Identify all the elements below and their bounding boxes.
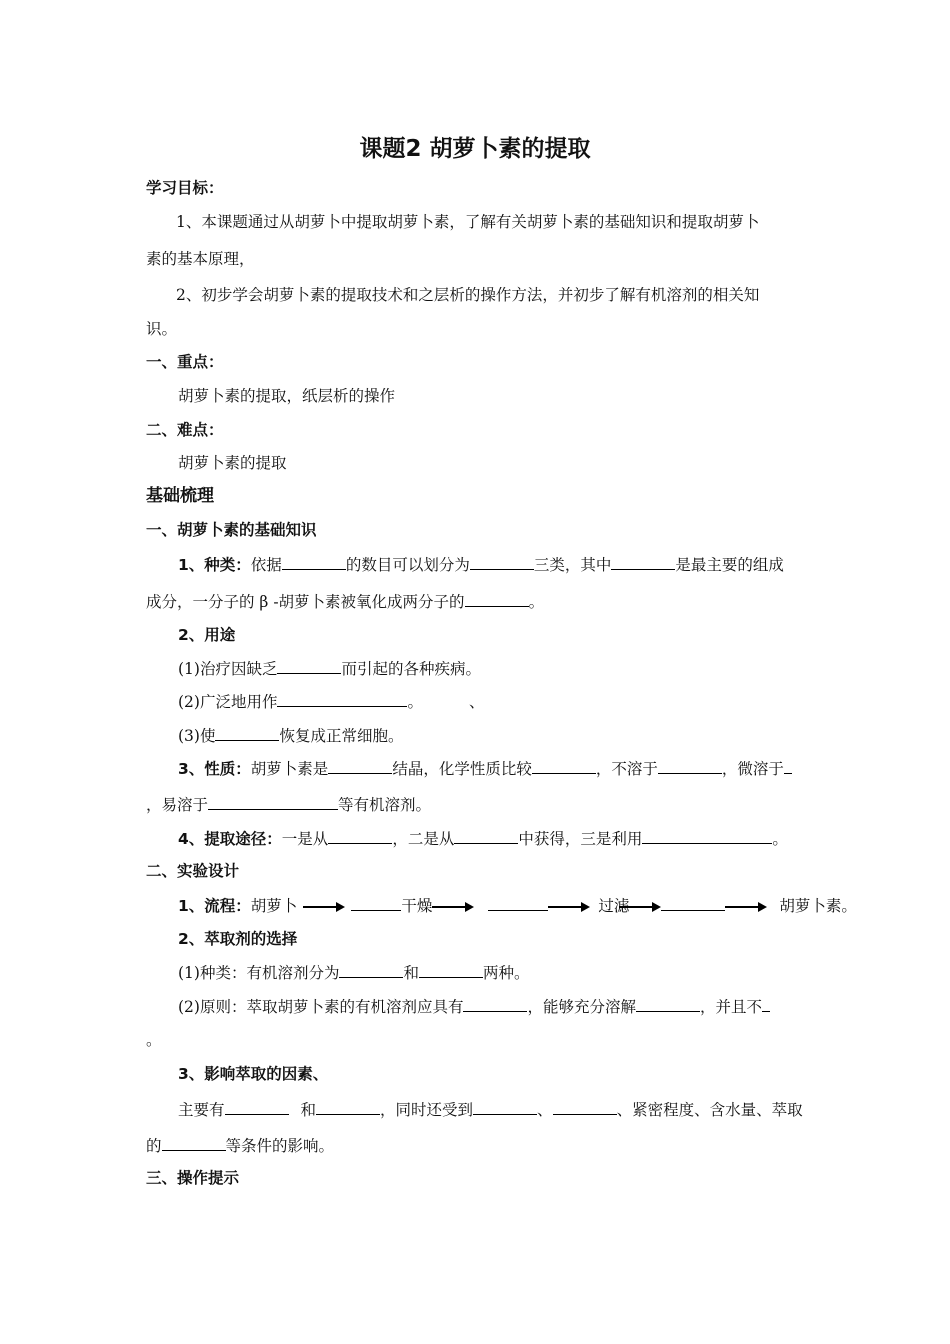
blank[interactable] (658, 758, 722, 774)
section-1-heading: 一、胡萝卜素的基础知识 (146, 521, 317, 539)
flow-label: 1、流程： (178, 897, 251, 915)
flow-step-1: 胡萝卜 (250, 897, 298, 915)
factors-and: 和 (300, 1101, 317, 1119)
types-line-1 (178, 554, 784, 575)
route-line (178, 828, 788, 849)
difficulties-heading: 二、难点： (146, 421, 224, 439)
types-text-4: 是最主要的组成 (675, 556, 784, 574)
objective-2-line-2: 识。 (146, 320, 178, 338)
blank[interactable] (470, 554, 534, 570)
types-label: 1、种类： (178, 556, 251, 574)
use-1-end: 而引起的各种疾病。 (341, 660, 481, 678)
solvent-1-end: 两种。 (482, 964, 530, 982)
factors-sep: 、 (537, 1101, 553, 1119)
factors-line-2-end: 等条件的影响。 (225, 1137, 335, 1155)
blank[interactable] (316, 1099, 380, 1115)
flow-step-4: 胡萝卜素。 (779, 897, 857, 915)
flow-line (178, 895, 857, 916)
review-heading: 基础梳理 (146, 486, 214, 506)
blank[interactable] (784, 758, 792, 774)
factors-line-2-text: 的 (146, 1137, 162, 1155)
solvent-1-and: 和 (403, 964, 419, 982)
types-line-2-text: 成分，一分子的 β -胡萝卜素被氧化成两分子的 (146, 593, 465, 611)
section-3-heading: 三、操作提示 (146, 1169, 240, 1187)
blank[interactable] (282, 554, 346, 570)
solvent-2-line-2: 。 (146, 1031, 162, 1049)
types-line-2 (146, 591, 544, 612)
factors-text-2: ，同时还受到 (380, 1101, 474, 1119)
factors-text-3: 、紧密程度、含水量、萃取 (616, 1101, 803, 1119)
blank[interactable] (454, 828, 518, 844)
route-text-4: 。 (772, 830, 788, 848)
objectives-heading: 学习目标： (146, 179, 224, 197)
types-text-2: 的数目可以划分为 (345, 556, 470, 574)
blank[interactable] (419, 962, 483, 978)
uses-heading: 2、用途 (178, 626, 236, 644)
arrow-icon (548, 901, 590, 913)
objective-1-line-1: 1、本课题通过从胡萝卜中提取胡萝卜素，了解有关胡萝卜素的基础知识和提取胡萝卜 (176, 213, 760, 231)
blank[interactable] (636, 996, 700, 1012)
blank[interactable] (277, 691, 407, 707)
arrow-icon (303, 901, 345, 913)
route-text-1: 一是从 (281, 830, 329, 848)
types-line-2-end: 。 (528, 593, 545, 611)
section-2-heading: 二、实验设计 (146, 862, 240, 880)
factors-text-1: 主要有 (178, 1101, 225, 1119)
blank[interactable] (611, 554, 675, 570)
use-2-period: 。 (407, 693, 423, 711)
props-line-2-end: 等有机溶剂。 (338, 796, 432, 814)
solvent-1 (178, 962, 530, 983)
use-1 (178, 658, 481, 679)
props-text-2: 结晶，化学性质比较 (392, 760, 532, 778)
flow-step-3: 过滤 (598, 897, 630, 915)
blank[interactable] (351, 895, 401, 911)
solvent-2-text-3: ，并且不 (699, 998, 762, 1016)
factors-line-1 (178, 1099, 803, 1120)
blank[interactable] (465, 591, 529, 607)
props-label: 3、性质： (178, 760, 251, 778)
blank[interactable] (488, 895, 548, 911)
props-text-1: 胡萝卜素是 (250, 760, 329, 778)
key-points-text: 胡萝卜素的提取，纸层析的操作 (178, 387, 396, 405)
route-text-3: 中获得，三是利用 (518, 830, 643, 848)
route-text-2: ，二是从 (392, 830, 455, 848)
blank[interactable] (463, 996, 527, 1012)
props-text-4: ，微溶于 (721, 760, 784, 778)
objective-1-line-2: 素的基本原理， (146, 250, 255, 268)
solvent-heading: 2、萃取剂的选择 (178, 930, 298, 948)
blank[interactable] (642, 828, 772, 844)
types-text-1: 依据 (250, 556, 282, 574)
blank[interactable] (473, 1099, 537, 1115)
arrow-icon (619, 901, 661, 913)
difficulties-text: 胡萝卜素的提取 (178, 454, 287, 472)
blank[interactable] (225, 1099, 289, 1115)
objective-2-line-1: 2、初步学会胡萝卜素的提取技术和之层析的操作方法，并初步了解有机溶剂的相关知 (176, 286, 760, 304)
arrow-icon (725, 901, 767, 913)
use-1-text: (1)治疗因缺乏 (178, 660, 278, 678)
solvent-2 (178, 996, 770, 1017)
blank[interactable] (553, 1099, 617, 1115)
blank[interactable] (661, 895, 725, 911)
use-3 (178, 725, 403, 746)
props-text-3: ，不溶于 (595, 760, 658, 778)
arrow-icon (432, 901, 474, 913)
props-line-2-text: ，易溶于 (146, 796, 209, 814)
blank[interactable] (162, 1135, 226, 1151)
route-label: 4、提取途径： (178, 830, 282, 848)
blank[interactable] (215, 725, 279, 741)
use-2 (178, 691, 485, 712)
factors-heading: 3、影响萃取的因素、 (178, 1065, 329, 1083)
blank[interactable] (328, 758, 392, 774)
blank[interactable] (328, 828, 392, 844)
page-title: 课题2 胡萝卜素的提取 (359, 136, 591, 162)
blank[interactable] (532, 758, 596, 774)
use-3-text: (3)使 (178, 727, 216, 745)
flow-step-2: 干燥 (401, 897, 433, 915)
blank[interactable] (339, 962, 403, 978)
solvent-2-text: (2)原则：萃取胡萝卜素的有机溶剂应具有 (178, 998, 464, 1016)
use-2-comma: 、 (468, 693, 485, 711)
blank[interactable] (762, 996, 770, 1012)
key-points-heading: 一、重点： (146, 353, 224, 371)
types-text-3: 三类，其中 (533, 556, 612, 574)
solvent-2-text-2: ，能够充分溶解 (527, 998, 636, 1016)
props-line-1 (178, 758, 792, 779)
blank[interactable] (208, 794, 338, 810)
blank[interactable] (277, 658, 341, 674)
use-3-end: 恢复成正常细胞。 (279, 727, 404, 745)
factors-line-2 (146, 1135, 334, 1156)
solvent-1-text: (1)种类：有机溶剂分为 (178, 964, 340, 982)
props-line-2 (146, 794, 431, 815)
use-2-text: (2)广泛地用作 (178, 693, 278, 711)
